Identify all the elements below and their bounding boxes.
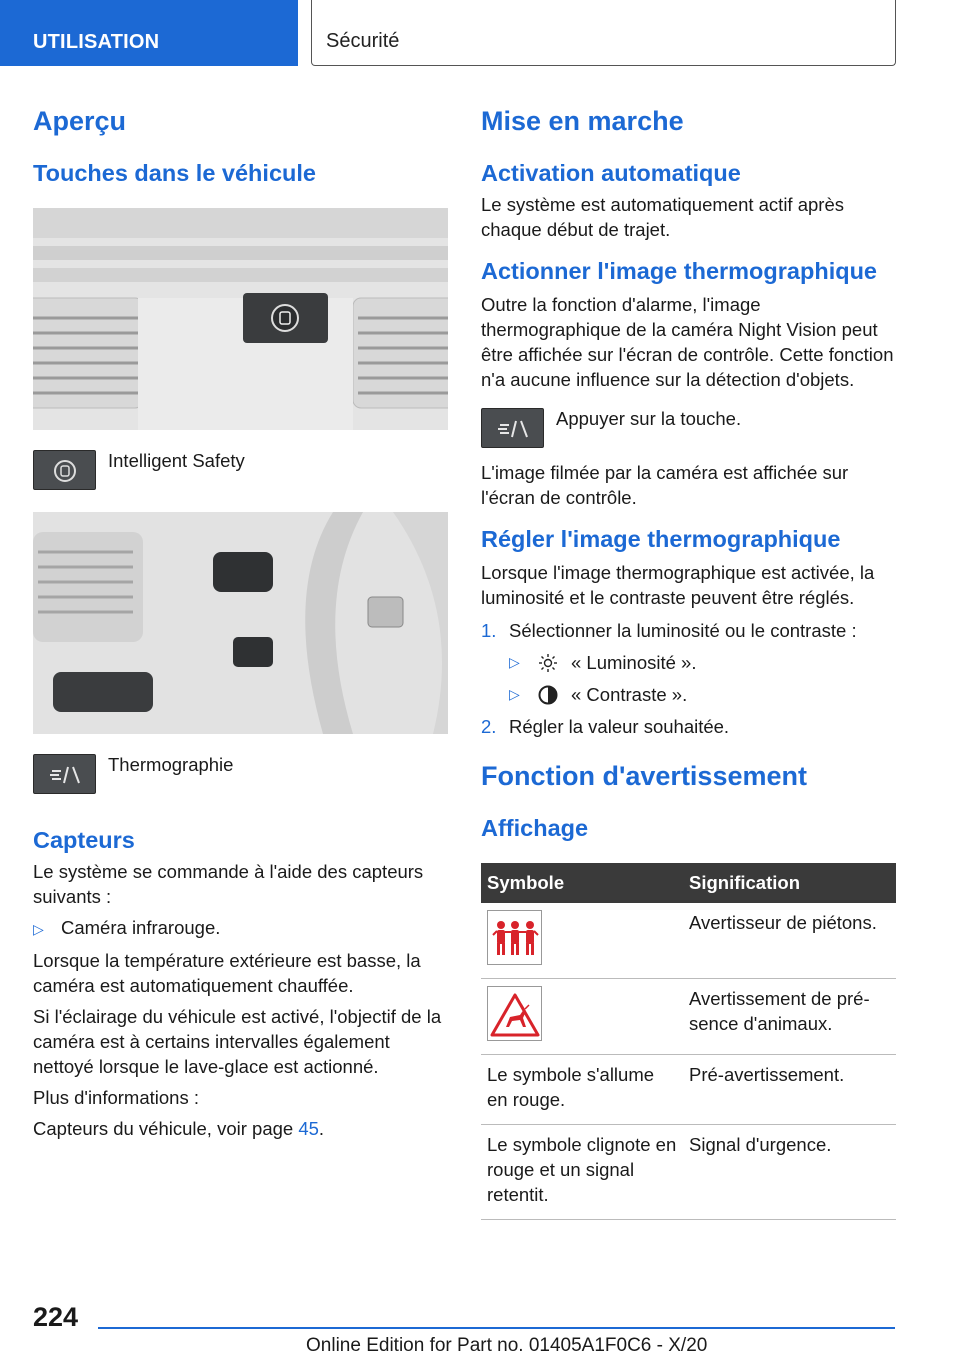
table-header-symbole: Symbole [481, 863, 683, 903]
bullet-triangle-icon: ▷ [509, 686, 520, 702]
sensors-list-item [33, 915, 448, 942]
pedestrian-warning-icon [487, 910, 542, 965]
dashboard-illustration [33, 208, 448, 430]
chapter-title: Sécurité [311, 0, 896, 66]
subheading-touches: Touches dans le véhicule [33, 160, 316, 186]
table-cell-symbol: Le symbole clignote en rouge et un signal retentit. [481, 1124, 683, 1219]
sensors-item-text: Caméra infrarouge. [61, 917, 221, 938]
table-cell-meaning: Signal d'urgence. [683, 1124, 896, 1219]
subheading-actionner: Actionner l'image thermographique [481, 258, 878, 284]
brightness-icon [537, 652, 559, 674]
bullet-triangle-icon: ▷ [33, 921, 44, 937]
luminosite-text: « Luminosité ». [571, 652, 697, 673]
symbols-table [481, 863, 896, 1220]
table-header-signification: Signification [683, 863, 896, 903]
page-number: 224 [33, 1302, 79, 1332]
table-cell-meaning: Pré-avertissement. [683, 1054, 896, 1124]
table-cell-symbol [481, 978, 683, 1054]
table-header-row [481, 863, 896, 903]
thermographie-button-small[interactable] [481, 408, 544, 448]
paragraph-cleaning: Si l'éclairage du véhicule est activé, l'objectif de la caméra est à certains intervalles également nettoyé lorsque le lave-glace est actionné. [33, 1006, 442, 1077]
step-2 [481, 714, 896, 739]
subheading-regler: Régler l'image thermographique [481, 526, 841, 552]
table-cell-symbol [481, 903, 683, 978]
thermographie-button[interactable] [33, 754, 96, 794]
sub-item-luminosite [481, 650, 896, 675]
paragraph-reference [33, 1116, 448, 1141]
step-1 [481, 618, 896, 643]
bullet-triangle-icon: ▷ [509, 654, 520, 670]
press-text: Appuyer sur la touche. [556, 408, 742, 429]
intelligent-safety-label: Intelligent Safety [108, 450, 245, 471]
step-2-number: 2. [481, 716, 497, 737]
subheading-affichage: Affichage [481, 815, 589, 841]
actionner-text: Outre la fonction d'alarme, l'image thermographique de la caméra Night Vision peut être affichée sur l'écran de contrôle. Cette fonction n'a aucune influence sur la détection d'objets. [481, 294, 894, 390]
section-tab: UTILISATION [0, 0, 298, 66]
step-2-text: Régler la valeur souhaitée. [509, 716, 730, 737]
page-link[interactable]: 45 [298, 1118, 319, 1139]
steering-photo [33, 512, 448, 734]
table-row [481, 1054, 896, 1124]
footer-divider [98, 1327, 895, 1329]
thermographie-row [33, 754, 448, 794]
press-button-row [481, 408, 896, 448]
reference-text: Capteurs du véhicule, voir page [33, 1118, 299, 1139]
contrast-icon [537, 684, 559, 706]
dashboard-photo [33, 208, 448, 430]
contraste-text: « Contraste ». [571, 684, 688, 705]
right-column [481, 100, 896, 1220]
section-heading-avertissement: Fonction d'avertissement [481, 761, 807, 791]
section-heading-apercu: Aperçu [33, 106, 127, 136]
activation-text: Le système est automatiquement actif après chaque début de trajet. [481, 194, 844, 240]
section-heading-mise-en-marche: Mise en marche [481, 106, 684, 136]
table-row [481, 903, 896, 978]
page-header [0, 0, 960, 66]
table-cell-meaning: Avertissement de pré-sence d'animaux. [683, 978, 896, 1054]
after-press-text: L'image filmée par la caméra est affichée sur l'écran de contrôle. [481, 462, 849, 508]
sub-item-contraste [481, 682, 896, 707]
left-column [33, 100, 448, 1141]
subheading-capteurs: Capteurs [33, 827, 135, 853]
table-cell-meaning: Avertisseur de piétons. [683, 903, 896, 978]
edition-text: Online Edition for Part no. 01405A1F0C6 - X/20 [306, 1335, 708, 1356]
subheading-activation: Activation automatique [481, 160, 741, 186]
intelligent-safety-row [33, 450, 448, 490]
regler-text: Lorsque l'image thermographique est activée, la luminosité et le contraste peuvent être réglés. [481, 562, 875, 608]
table-row [481, 1124, 896, 1219]
table-row [481, 978, 896, 1054]
steering-illustration [33, 512, 448, 734]
thermographie-label: Thermographie [108, 754, 234, 775]
step-1-text: Sélectionner la luminosité ou le contraste : [509, 620, 857, 641]
table-cell-symbol: Le symbole s'allume en rouge. [481, 1054, 683, 1124]
intelligent-safety-button[interactable] [33, 450, 96, 490]
sensors-intro: Le système se commande à l'aide des capteurs suivants : [33, 861, 424, 907]
paragraph-more-info: Plus d'informations : [33, 1087, 199, 1108]
step-1-number: 1. [481, 620, 497, 641]
reference-suffix: . [318, 1118, 325, 1139]
animal-warning-icon [487, 986, 542, 1041]
paragraph-temperature: Lorsque la température extérieure est basse, la caméra est automatiquement chauffée. [33, 950, 421, 996]
